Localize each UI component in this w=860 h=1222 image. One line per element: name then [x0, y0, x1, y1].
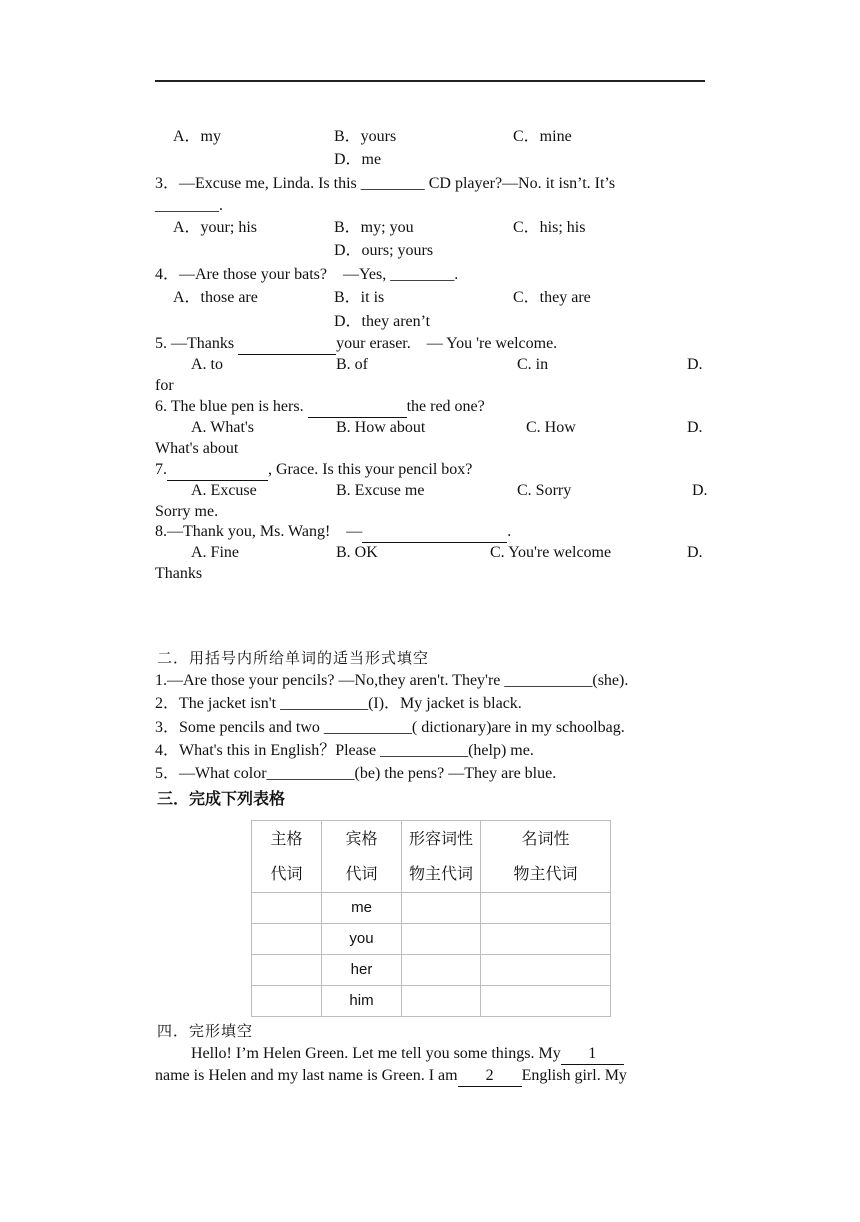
table-cell [252, 893, 322, 924]
option-a: A．my [173, 128, 222, 145]
answer-blank [308, 397, 407, 418]
question-8: 8.—Thank you, Ms. Wang! — . [155, 522, 511, 543]
table-cell [252, 924, 322, 955]
option-b: B．my; you [334, 219, 414, 236]
table-cell [481, 986, 611, 1017]
option-b: B．yours [334, 128, 397, 145]
question-6: 6. The blue pen is hers. the red one? [155, 397, 485, 418]
option-c: C. How [526, 419, 576, 436]
fill-item-5: 5．—What color___________(be) the pens? —They are blue. [155, 765, 557, 782]
section-4-heading: 四．完形填空 [157, 1022, 254, 1040]
option-c: C．they are [513, 289, 591, 306]
option-c: C. You're welcome [490, 544, 612, 561]
table-row [252, 893, 611, 924]
table-cell [402, 893, 481, 924]
option-d-wrap: for [155, 377, 174, 394]
table-cell [481, 955, 611, 986]
fill-item-4: 4．What's this in English？Please ___________(help) me. [155, 742, 534, 759]
table-row [252, 924, 611, 955]
option-d-wrap: Thanks [155, 565, 203, 582]
answer-blank [362, 522, 507, 543]
option-c: C．his; his [513, 219, 586, 236]
question-4: 4．—Are those your bats? —Yes, ________. [155, 266, 459, 283]
option-a: A. What's [191, 419, 255, 436]
question-7: 7. , Grace. Is this your pencil box? [155, 460, 472, 481]
option-d: D. [687, 356, 703, 373]
table-row [252, 986, 611, 1017]
question-5: 5. —Thanks your eraser. — You 're welcome. [155, 334, 557, 355]
option-b: B. How about [336, 419, 426, 436]
table-cell: you [322, 924, 402, 955]
table-cell [481, 924, 611, 955]
cloze-blank-2: 2 [458, 1066, 522, 1087]
option-b: B. OK [336, 544, 378, 561]
option-d-wrap: Sorry me. [155, 503, 219, 520]
fill-item-3: 3．Some pencils and two ___________( dictionary)are in my schoolbag. [155, 719, 625, 736]
table-row [252, 955, 611, 986]
cloze-line-1: Hello! I’m Helen Green. Let me tell you some things. My 1 [191, 1044, 624, 1065]
pronoun-table [251, 820, 611, 1017]
option-b: B. Excuse me [336, 482, 425, 499]
question-3-wrap: ________. [155, 197, 223, 214]
option-a: A．your; his [173, 219, 258, 236]
option-a: A. Fine [191, 544, 239, 561]
table-cell: me [322, 893, 402, 924]
header-cell: 主格 代词 [252, 821, 322, 893]
table-cell [252, 986, 322, 1017]
option-c: C. Sorry [517, 482, 572, 499]
header-cell: 形容词性 物主代词 [402, 821, 481, 893]
table-header-row [252, 821, 611, 893]
option-c: C．mine [513, 128, 572, 145]
cloze-line-2: name is Helen and my last name is Green. I am 2 English girl. My [155, 1066, 627, 1087]
cloze-blank-1: 1 [561, 1044, 624, 1065]
table-cell [481, 893, 611, 924]
table-cell [402, 955, 481, 986]
header-cell: 宾格 代词 [322, 821, 402, 893]
answer-blank [167, 460, 268, 481]
table-cell [402, 986, 481, 1017]
option-a: A. Excuse [191, 482, 257, 499]
option-d: D．they aren’t [334, 313, 431, 330]
fill-item-2: 2．The jacket isn't ___________(I)．My jacket is black. [155, 695, 522, 712]
option-a: A．those are [173, 289, 258, 306]
table-cell: her [322, 955, 402, 986]
section-3-heading: 三．完成下列表格 [157, 789, 286, 808]
top-rule [155, 80, 705, 82]
header-cell: 名词性 物主代词 [481, 821, 611, 893]
option-d: D. [687, 544, 703, 561]
option-d: D．me [334, 151, 382, 168]
option-b: B．it is [334, 289, 385, 306]
question-3: 3．—Excuse me, Linda. Is this ________ CD player?—No. it isn’t. It’s [155, 175, 616, 192]
option-d: D. [687, 419, 703, 436]
option-c: C. in [517, 356, 549, 373]
option-d: D. [692, 482, 708, 499]
option-a: A. to [191, 356, 223, 373]
answer-blank [238, 334, 336, 355]
fill-item-1: 1.—Are those your pencils? —No,they aren't. They're ___________(she). [155, 672, 629, 689]
section-2-heading: 二．用括号内所给单词的适当形式填空 [157, 649, 430, 667]
table-cell: him [322, 986, 402, 1017]
table-cell [252, 955, 322, 986]
option-b: B. of [336, 356, 368, 373]
option-d-wrap: What's about [155, 440, 239, 457]
option-d: D．ours; yours [334, 242, 434, 259]
table-cell [402, 924, 481, 955]
